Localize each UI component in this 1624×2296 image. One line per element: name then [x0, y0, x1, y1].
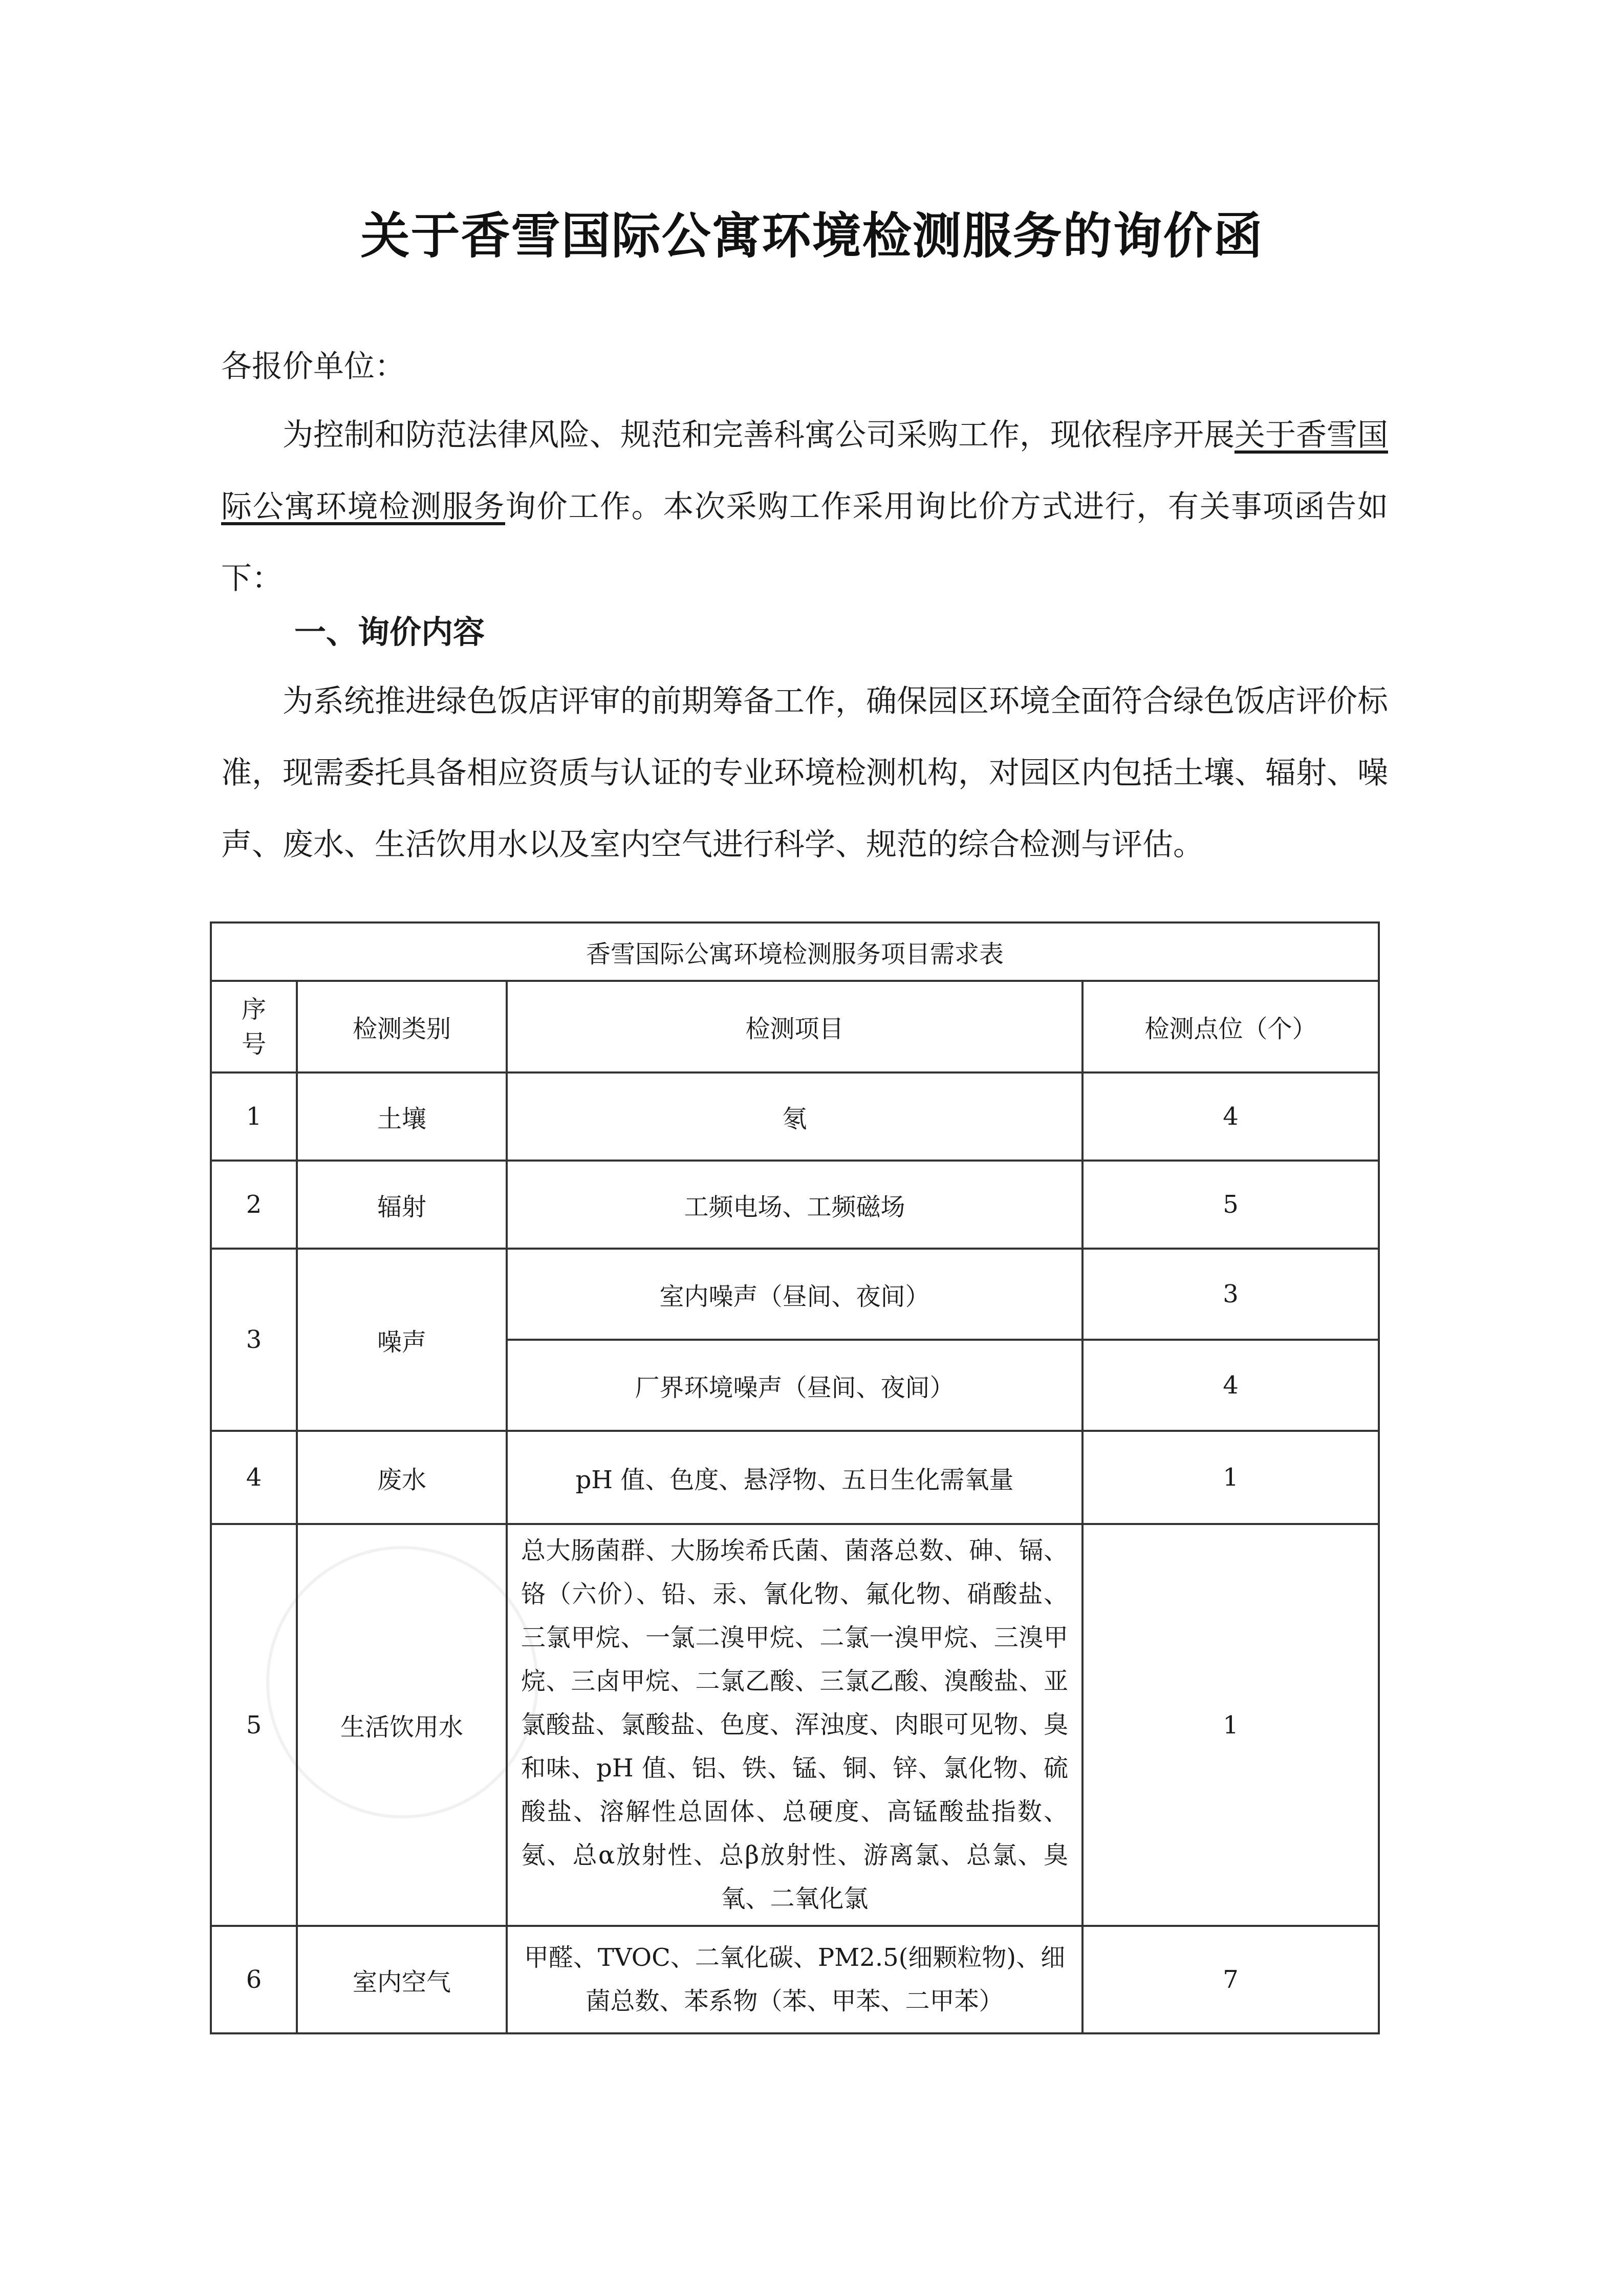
row-category: 辐射 — [297, 1161, 507, 1249]
row-category: 土壤 — [297, 1072, 507, 1161]
table-row — [211, 1524, 1379, 1926]
table-row — [211, 1431, 1379, 1524]
row-no: 2 — [211, 1161, 297, 1249]
row-category: 室内空气 — [297, 1926, 507, 2033]
table-row — [211, 1926, 1379, 2033]
row-items: 甲醛、TVOC、二氧化碳、PM2.5(细颗粒物)、细菌总数、苯系物（苯、甲苯、二甲苯） — [507, 1926, 1082, 2033]
table-row — [211, 1072, 1379, 1161]
header-points: 检测点位（个） — [1082, 981, 1379, 1072]
header-category: 检测类别 — [297, 981, 507, 1072]
row-points: 5 — [1082, 1161, 1379, 1249]
row-points: 4 — [1082, 1072, 1379, 1161]
intro-text-before: 为控制和防范法律风险、规范和完善科寓公司采购工作，现依程序开展 — [283, 417, 1235, 453]
row-category: 废水 — [297, 1431, 507, 1524]
row-points: 3 — [1082, 1249, 1379, 1340]
row-no: 4 — [211, 1431, 297, 1524]
row-no: 6 — [211, 1926, 297, 2033]
intro-paragraph — [221, 399, 1388, 614]
row-category: 噪声 — [297, 1249, 507, 1431]
row-no: 5 — [211, 1524, 297, 1926]
section-heading: 一、询价内容 — [294, 613, 485, 651]
requirements-table — [210, 921, 1380, 2034]
row-items: pH 值、色度、悬浮物、五日生化需氧量 — [507, 1431, 1082, 1524]
table-header-row — [211, 981, 1379, 1072]
header-items: 检测项目 — [507, 981, 1082, 1072]
document-title: 关于香雪国际公寓环境检测服务的询价函 — [360, 207, 1264, 265]
row-points: 4 — [1082, 1340, 1379, 1431]
row-no: 3 — [211, 1249, 297, 1431]
section-paragraph: 为系统推进绿色饭店评审的前期筹备工作，确保园区环境全面符合绿色饭店评价标准，现需委托具备相应资质与认证的专业环境检测机构，对园区内包括土壤、辐射、噪声、废水、生活饮用水以及室内空气进行科学、规范的综合检测与评估。 — [221, 683, 1388, 863]
row-points: 1 — [1082, 1524, 1379, 1926]
intro-text-after: 询价工作。本次采购工作采用询比价方式进行，有关事项函告如下： — [221, 489, 1388, 596]
row-items: 氡 — [507, 1072, 1082, 1161]
row-no: 1 — [211, 1072, 297, 1161]
salutation: 各报价单位： — [221, 349, 405, 384]
table-row — [211, 1161, 1379, 1249]
row-points: 7 — [1082, 1926, 1379, 2033]
row-points: 1 — [1082, 1431, 1379, 1524]
row-category: 生活饮用水 — [297, 1524, 507, 1926]
row-items: 工频电场、工频磁场 — [507, 1161, 1082, 1249]
row-items: 室内噪声（昼间、夜间） — [507, 1249, 1082, 1340]
project-name: 关于香雪国际公寓环境检测服务 — [221, 417, 1388, 525]
row-items: 总大肠菌群、大肠埃希氏菌、菌落总数、砷、镉、铬（六价）、铅、汞、氰化物、氟化物、硝酸盐、三氯甲烷、一氯二溴甲烷、二氯一溴甲烷、三溴甲烷、三卤甲烷、二氯乙酸、三氯乙酸、溴酸盐、亚氯酸盐、氯酸盐、色度、浑浊度、肉眼可见物、臭和味、pH 值、铝、铁、锰、铜、锌、氯化物、硫酸盐、溶解性总固体、总硬度、高锰酸盐指数、氨、总α放射性、总β放射性、游离氯、总氯、臭氧、二氧化氯 — [507, 1524, 1082, 1926]
table-row — [211, 1249, 1379, 1340]
row-items: 厂界环境噪声（昼间、夜间） — [507, 1340, 1082, 1431]
table-caption: 香雪国际公寓环境检测服务项目需求表 — [211, 922, 1379, 981]
header-no: 序号 — [211, 981, 297, 1072]
